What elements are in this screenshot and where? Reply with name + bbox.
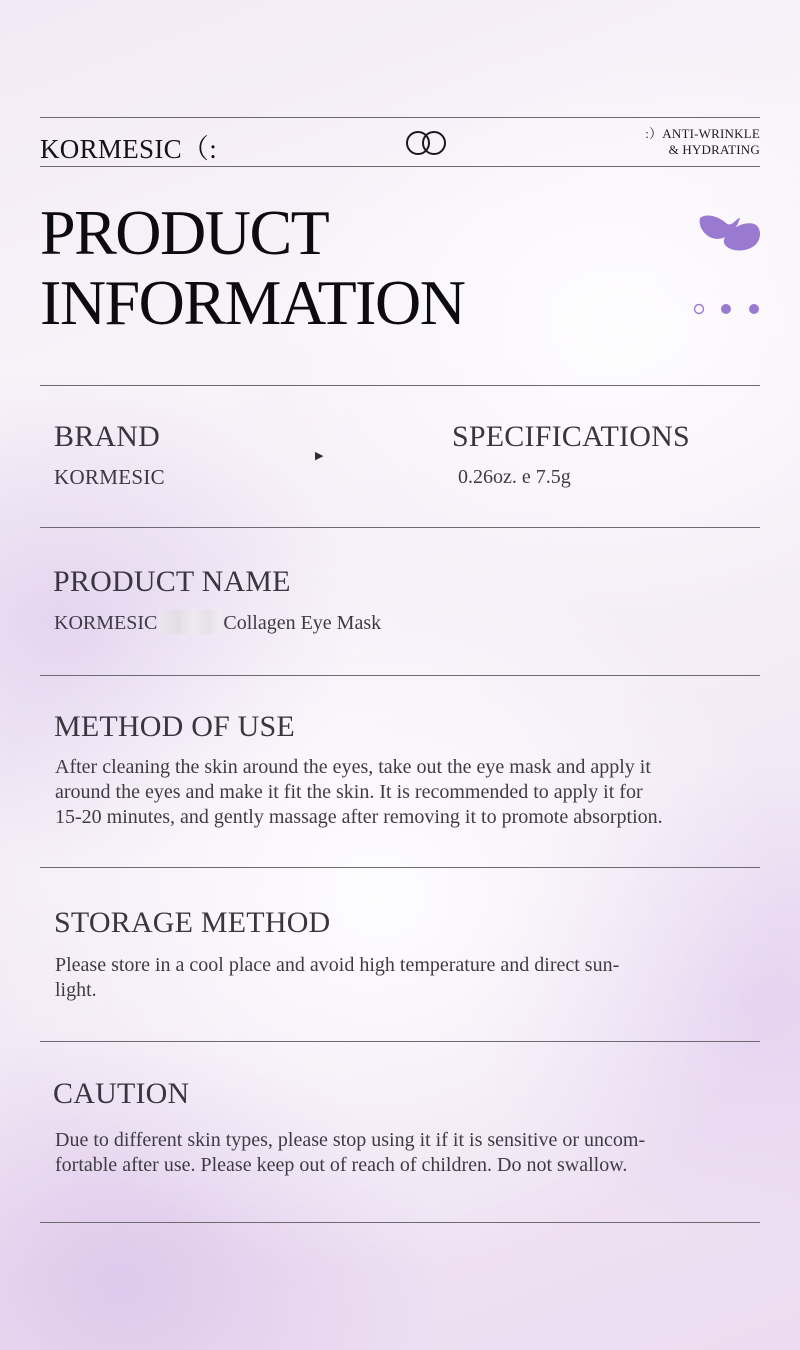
page-title [40, 198, 464, 338]
storage-method-heading: STORAGE METHOD [54, 906, 331, 939]
redacted-block [159, 610, 221, 634]
caution-heading: CAUTION [53, 1077, 190, 1110]
method-of-use-heading: METHOD OF USE [54, 710, 295, 743]
text-line: light. [55, 979, 97, 1001]
pagination-dots [693, 303, 761, 315]
specifications-value: 0.26oz. e 7.5g [458, 466, 571, 488]
method-of-use-text [55, 755, 663, 830]
text-line: After cleaning the skin around the eyes, take out the eye mask and apply it [55, 756, 651, 778]
text-line: Due to different skin types, please stop using it if it is sensitive or uncom- [55, 1129, 646, 1151]
eye-patch-icon [696, 212, 762, 254]
brand-value [54, 465, 165, 490]
tagline-line-2: & HYDRATING [668, 142, 760, 157]
brand-heading: BRAND [54, 420, 161, 453]
divider [40, 1041, 760, 1042]
tagline-line-1: :）ANTI-WRINKLE [645, 126, 760, 141]
storage-method-text [55, 953, 619, 1003]
text-line: around the eyes and make it fit the skin. It is recommended to apply it for [55, 781, 643, 803]
header-bottom-rule [40, 166, 760, 167]
divider [40, 1222, 760, 1223]
header-bar [40, 118, 760, 166]
interlocking-rings-icon [405, 130, 447, 156]
divider [40, 675, 760, 676]
divider [40, 867, 760, 868]
product-name-prefix: KORMESIC [54, 612, 158, 634]
product-name-suffix: Collagen Eye Mask [223, 612, 382, 634]
product-name-heading: PRODUCT NAME [53, 565, 291, 598]
header-brand: KORMESIC（: [40, 134, 218, 164]
product-name-value [54, 610, 381, 636]
header-tagline [645, 126, 760, 158]
divider [40, 527, 760, 528]
title-line-1: PRODUCT [40, 197, 329, 268]
specifications-heading: SPECIFICATIONS [452, 420, 690, 453]
caution-text [55, 1128, 645, 1178]
text-line: Please store in a cool place and avoid high temperature and direct sun- [55, 954, 620, 976]
text-line: fortable after use. Please keep out of reach of children. Do not swallow. [55, 1154, 628, 1176]
brand-value-text: KORMESIC [54, 465, 165, 489]
divider [40, 385, 760, 386]
title-line-2: INFORMATION [40, 267, 465, 338]
arrow-right-icon: ▶ [315, 450, 324, 462]
text-line: 15-20 minutes, and gently massage after removing it to promote absorption. [55, 806, 663, 828]
